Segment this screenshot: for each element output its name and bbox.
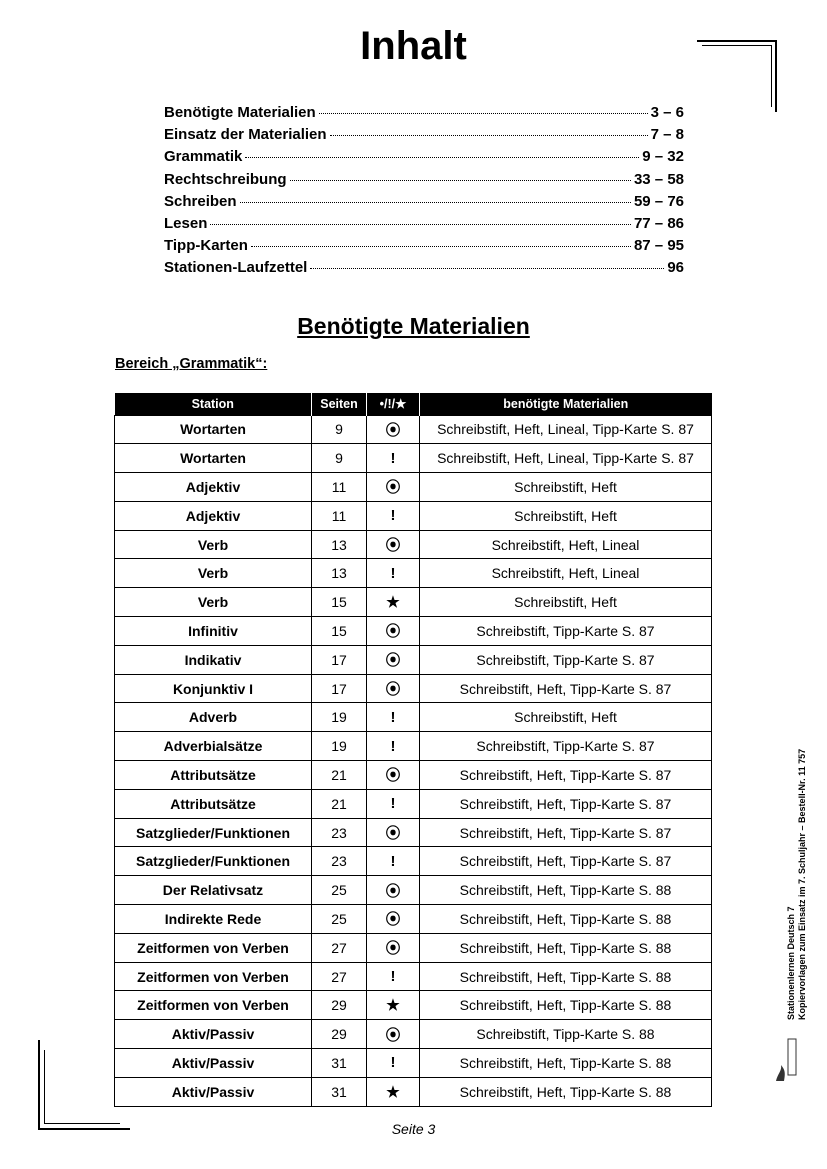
page-title: Inhalt	[360, 24, 467, 68]
cell-symbol: ⦿	[367, 617, 420, 646]
table-row	[115, 847, 712, 876]
cell-materialien: Schreibstift, Heft	[420, 501, 712, 530]
cell-symbol: ⦿	[367, 1020, 420, 1049]
cell-station: Satzglieder/Funktionen	[115, 847, 312, 876]
toc-leader-dots	[251, 246, 631, 247]
cell-symbol: ⦿	[367, 530, 420, 559]
toc-entry	[164, 104, 684, 126]
cell-materialien: Schreibstift, Tipp-Karte S. 87	[420, 645, 712, 674]
cell-seiten: 23	[312, 847, 367, 876]
cell-station: Attributsätze	[115, 789, 312, 818]
cell-seiten: 21	[312, 761, 367, 790]
cell-station: Aktiv/Passiv	[115, 1049, 312, 1078]
toc-entry	[164, 171, 684, 193]
table-row	[115, 530, 712, 559]
toc-entry	[164, 148, 684, 170]
toc-page-range: 77 – 86	[633, 214, 684, 232]
cell-station: Attributsätze	[115, 761, 312, 790]
cell-station: Infinitiv	[115, 617, 312, 646]
cell-seiten: 29	[312, 991, 367, 1020]
cell-materialien: Schreibstift, Heft, Tipp-Karte S. 87	[420, 761, 712, 790]
table-header-row	[115, 393, 712, 415]
cell-materialien: Schreibstift, Heft	[420, 703, 712, 732]
cell-station: Wortarten	[115, 415, 312, 444]
toc-page-range: 7 – 8	[650, 126, 684, 144]
cell-symbol: ⦿	[367, 645, 420, 674]
table-row	[115, 761, 712, 790]
cell-station: Indirekte Rede	[115, 905, 312, 934]
cell-symbol: !	[367, 847, 420, 876]
cell-materialien: Schreibstift, Tipp-Karte S. 88	[420, 1020, 712, 1049]
page-number: Seite 3	[391, 1121, 436, 1137]
table-row	[115, 588, 712, 617]
sidebar-line-2: Kopiervorlagen zum Einsatz im 7. Schuljahr – Bestell-Nr. 11 757	[797, 748, 807, 1020]
table-row	[115, 818, 712, 847]
table-row	[115, 703, 712, 732]
cell-materialien: Schreibstift, Heft, Lineal, Tipp-Karte S. 87	[420, 444, 712, 473]
cell-symbol: !	[367, 559, 420, 588]
cell-symbol: ★	[367, 588, 420, 617]
cell-seiten: 25	[312, 876, 367, 905]
toc-entry	[164, 237, 684, 259]
cell-materialien: Schreibstift, Tipp-Karte S. 87	[420, 732, 712, 761]
table-row	[115, 933, 712, 962]
table-row	[115, 789, 712, 818]
toc-label: Einsatz der Materialien	[164, 126, 327, 144]
cell-seiten: 27	[312, 933, 367, 962]
sidebar-line-1: Stationenlernen Deutsch 7	[786, 906, 796, 1020]
table-row	[115, 962, 712, 991]
cell-materialien: Schreibstift, Tipp-Karte S. 87	[420, 617, 712, 646]
toc-label: Grammatik	[164, 148, 243, 166]
table-row	[115, 1049, 712, 1078]
bereich-heading: Bereich „Grammatik“:	[115, 356, 268, 372]
corner-ornament-bottom-left-inner	[44, 1050, 120, 1124]
cell-symbol: !	[367, 789, 420, 818]
table-row	[115, 1077, 712, 1106]
cell-station: Aktiv/Passiv	[115, 1077, 312, 1106]
toc-page-range: 9 – 32	[642, 148, 684, 166]
toc-entry	[164, 215, 684, 237]
header-symbol: •/!/★	[367, 393, 420, 415]
cell-seiten: 11	[312, 473, 367, 502]
toc-leader-dots	[310, 268, 664, 269]
cell-materialien: Schreibstift, Heft, Lineal, Tipp-Karte S. 87	[420, 415, 712, 444]
cell-symbol: ⦿	[367, 876, 420, 905]
cell-station: Adjektiv	[115, 501, 312, 530]
toc-leader-dots	[290, 180, 631, 181]
cell-seiten: 15	[312, 617, 367, 646]
table-row	[115, 415, 712, 444]
cell-station: Verb	[115, 530, 312, 559]
cell-materialien: Schreibstift, Heft	[420, 473, 712, 502]
toc-leader-dots	[319, 113, 648, 114]
toc-label: Stationen-Laufzettel	[164, 259, 308, 277]
cell-symbol: !	[367, 444, 420, 473]
table-row	[115, 905, 712, 934]
cell-symbol: !	[367, 703, 420, 732]
toc-entry	[164, 126, 684, 148]
toc-page-range: 59 – 76	[633, 192, 684, 210]
cell-station: Verb	[115, 559, 312, 588]
cell-seiten: 19	[312, 732, 367, 761]
cell-symbol: !	[367, 732, 420, 761]
cell-symbol: ★	[367, 991, 420, 1020]
cell-seiten: 17	[312, 674, 367, 703]
cell-materialien: Schreibstift, Heft, Lineal	[420, 559, 712, 588]
cell-seiten: 31	[312, 1077, 367, 1106]
cell-seiten: 13	[312, 559, 367, 588]
toc-page-range: 3 – 6	[650, 104, 684, 121]
table-row	[115, 444, 712, 473]
cell-seiten: 25	[312, 905, 367, 934]
toc-page-range: 87 – 95	[633, 237, 684, 255]
cell-symbol: ⦿	[367, 415, 420, 444]
header-seiten: Seiten	[312, 393, 367, 415]
cell-materialien: Schreibstift, Heft, Tipp-Karte S. 88	[420, 933, 712, 962]
table-row	[115, 559, 712, 588]
cell-materialien: Schreibstift, Heft, Tipp-Karte S. 88	[420, 876, 712, 905]
cell-seiten: 15	[312, 588, 367, 617]
toc-label: Lesen	[164, 214, 208, 232]
cell-symbol: ⦿	[367, 933, 420, 962]
toc-leader-dots	[330, 135, 648, 136]
cell-station: Aktiv/Passiv	[115, 1020, 312, 1049]
cell-station: Verb	[115, 588, 312, 617]
table-row	[115, 674, 712, 703]
cell-station: Satzglieder/Funktionen	[115, 818, 312, 847]
section-title: Benötigte Materialien	[297, 313, 530, 339]
table-row	[115, 645, 712, 674]
cell-materialien: Schreibstift, Heft, Tipp-Karte S. 88	[420, 1077, 712, 1106]
cell-materialien: Schreibstift, Heft, Tipp-Karte S. 88	[420, 905, 712, 934]
table-of-contents	[164, 104, 684, 282]
cell-station: Indikativ	[115, 645, 312, 674]
cell-materialien: Schreibstift, Heft, Tipp-Karte S. 87	[420, 847, 712, 876]
toc-page-range: 96	[667, 259, 684, 277]
cell-symbol: !	[367, 962, 420, 991]
toc-page-range: 33 – 58	[633, 170, 684, 188]
cell-station: Wortarten	[115, 444, 312, 473]
cell-materialien: Schreibstift, Heft	[420, 588, 712, 617]
cell-seiten: 21	[312, 789, 367, 818]
cell-seiten: 19	[312, 703, 367, 732]
toc-leader-dots	[245, 157, 639, 158]
table-row	[115, 991, 712, 1020]
cell-seiten: 13	[312, 530, 367, 559]
header-materialien: benötigte Materialien	[420, 393, 712, 415]
cell-symbol: ★	[367, 1077, 420, 1106]
cell-station: Adjektiv	[115, 473, 312, 502]
cell-station: Der Relativsatz	[115, 876, 312, 905]
table-row	[115, 501, 712, 530]
table-row	[115, 1020, 712, 1049]
cell-materialien: Schreibstift, Heft, Tipp-Karte S. 87	[420, 674, 712, 703]
cell-symbol: ⦿	[367, 674, 420, 703]
cell-symbol: ⦿	[367, 761, 420, 790]
table-row	[115, 473, 712, 502]
cell-station: Adverb	[115, 703, 312, 732]
table-row	[115, 617, 712, 646]
table-row	[115, 732, 712, 761]
toc-leader-dots	[240, 202, 631, 203]
table-row	[115, 876, 712, 905]
toc-entry	[164, 193, 684, 215]
toc-label: Rechtschreibung	[164, 170, 287, 188]
toc-leader-dots	[210, 224, 631, 225]
toc-entry	[164, 259, 684, 281]
materials-table	[114, 393, 712, 1107]
cell-symbol: ⦿	[367, 905, 420, 934]
cell-seiten: 11	[312, 501, 367, 530]
cell-materialien: Schreibstift, Heft, Lineal	[420, 530, 712, 559]
cell-materialien: Schreibstift, Heft, Tipp-Karte S. 88	[420, 962, 712, 991]
cell-symbol: ⦿	[367, 473, 420, 502]
cell-station: Zeitformen von Verben	[115, 962, 312, 991]
cell-symbol: ⦿	[367, 818, 420, 847]
cell-seiten: 9	[312, 415, 367, 444]
toc-label: Schreiben	[164, 192, 237, 210]
cell-seiten: 17	[312, 645, 367, 674]
toc-label: Benötigte Materialien	[164, 104, 316, 121]
cell-station: Zeitformen von Verben	[115, 933, 312, 962]
cell-materialien: Schreibstift, Heft, Tipp-Karte S. 87	[420, 818, 712, 847]
cell-seiten: 23	[312, 818, 367, 847]
header-station: Station	[115, 393, 312, 415]
publisher-sidebar-text	[786, 749, 808, 1020]
cell-station: Zeitformen von Verben	[115, 991, 312, 1020]
cell-materialien: Schreibstift, Heft, Tipp-Karte S. 87	[420, 789, 712, 818]
publisher-logo-icon	[772, 1035, 800, 1085]
cell-symbol: !	[367, 1049, 420, 1078]
cell-seiten: 27	[312, 962, 367, 991]
toc-label: Tipp-Karten	[164, 237, 248, 255]
cell-seiten: 31	[312, 1049, 367, 1078]
cell-station: Konjunktiv I	[115, 674, 312, 703]
cell-seiten: 29	[312, 1020, 367, 1049]
cell-station: Adverbialsätze	[115, 732, 312, 761]
cell-materialien: Schreibstift, Heft, Tipp-Karte S. 88	[420, 991, 712, 1020]
cell-seiten: 9	[312, 444, 367, 473]
cell-symbol: !	[367, 501, 420, 530]
cell-materialien: Schreibstift, Heft, Tipp-Karte S. 88	[420, 1049, 712, 1078]
